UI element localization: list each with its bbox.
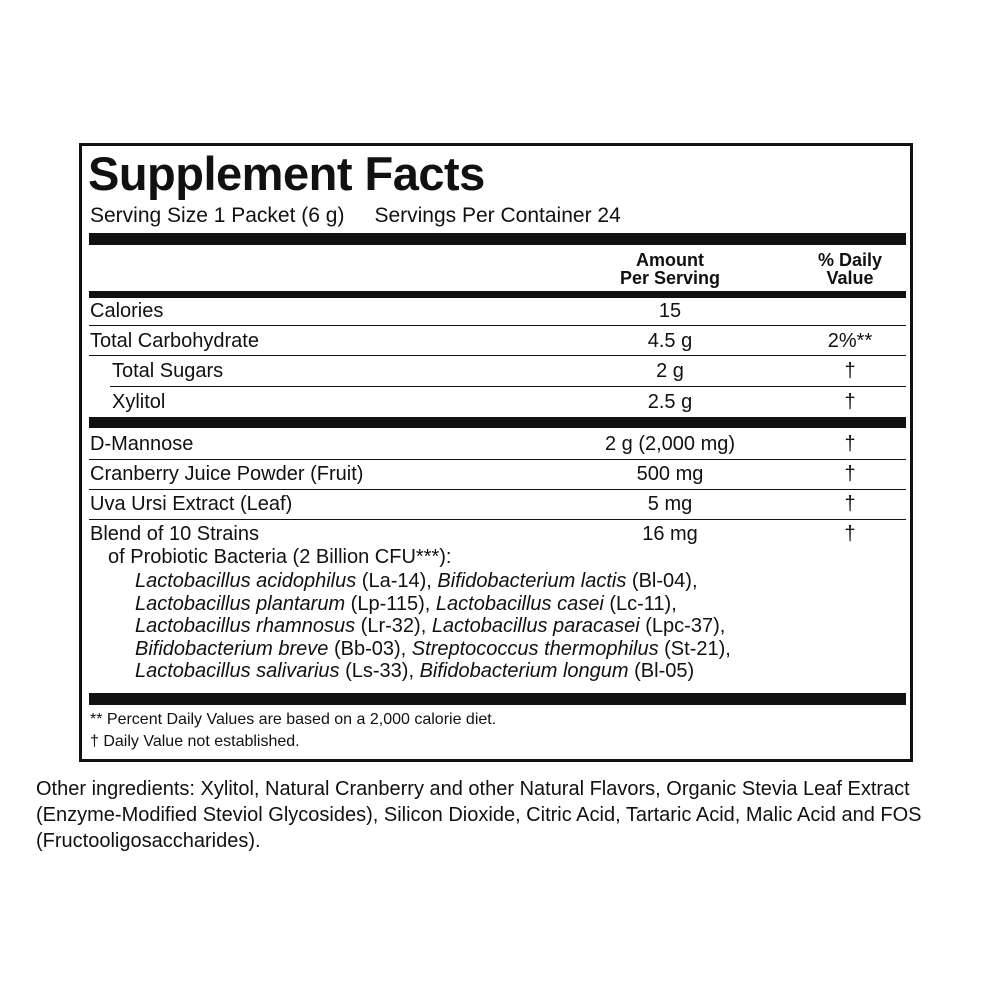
row-amount: 500 mg <box>636 463 704 485</box>
strain-species: Streptococcus thermophilus <box>411 637 659 660</box>
strain-code: (Ls-33), <box>339 660 420 682</box>
row-name: Cranberry Juice Powder (Fruit) <box>90 463 364 485</box>
row-daily-value: † <box>844 391 856 413</box>
servings-per-container: Servings Per Container 24 <box>374 204 621 227</box>
strain-species: Lactobacillus acidophilus <box>135 570 357 592</box>
row-name: D-Mannose <box>90 433 194 455</box>
strain-species: Lactobacillus casei <box>435 592 604 615</box>
row-daily-value: † <box>844 360 856 382</box>
table-row <box>0 390 1000 420</box>
row-name: Uva Ursi Extract (Leaf) <box>90 493 293 515</box>
row-amount: 5 mg <box>647 493 693 515</box>
row-amount: 4.5 g <box>647 330 693 352</box>
probiotic-strain-list <box>135 570 731 683</box>
serving-info <box>90 203 621 229</box>
panel-title: Supplement Facts <box>88 147 485 200</box>
serving-size: Serving Size 1 Packet (6 g) <box>90 204 345 227</box>
table-row <box>0 462 1000 492</box>
strain-species: Bifidobacterium breve <box>135 637 329 660</box>
strain-species: Lactobacillus salivarius <box>135 660 340 682</box>
row-divider <box>110 386 906 387</box>
blend-subtitle: of Probiotic Bacteria (2 Billion CFU***): <box>108 546 452 568</box>
daily-value-header-line2: Value <box>826 268 874 288</box>
bottom-thick-bar <box>89 693 906 705</box>
row-amount: 2 g (2,000 mg) <box>604 433 736 455</box>
header-bar <box>89 291 906 298</box>
amount-header-line2: Per Serving <box>619 268 721 288</box>
row-name: Total Sugars <box>112 360 224 382</box>
row-divider <box>89 355 906 356</box>
strain-code: (St-21), <box>658 637 731 660</box>
row-name: Blend of 10 Strains <box>90 523 259 545</box>
percent-dv-footnote: ** Percent Daily Values are based on a 2,000 calorie diet. <box>90 711 497 728</box>
row-daily-value: † <box>844 433 856 455</box>
strain-species: Lactobacillus paracasei <box>431 615 640 637</box>
strain-code: (Lr-32), <box>355 615 432 637</box>
row-daily-value: † <box>844 523 856 545</box>
strain-species: Bifidobacterium lactis <box>437 570 627 592</box>
table-row <box>0 492 1000 522</box>
strain-code: (Bl-05) <box>628 660 695 682</box>
daily-value-header <box>800 251 900 287</box>
row-daily-value: 2%** <box>827 330 873 352</box>
other-ingredients: Other ingredients: Xylitol, Natural Cranberry and other Natural Flavors, Organic Stevia Leaf Extract (Enzyme-Modified Steviol Glycosides), Silicon Dioxide, Citric Acid, Tartaric Acid, Malic Acid and FOS (Fructooligosaccharides). <box>36 778 922 852</box>
table-row <box>0 432 1000 462</box>
row-amount: 2 g <box>656 360 684 382</box>
row-daily-value: † <box>844 493 856 515</box>
row-name: Calories <box>90 300 164 322</box>
dagger-footnote: † Daily Value not established. <box>90 733 300 750</box>
row-name: Total Carbohydrate <box>90 330 259 352</box>
row-amount: 15 <box>658 300 682 322</box>
table-row <box>0 359 1000 389</box>
row-daily-value: † <box>844 463 856 485</box>
strain-line <box>135 638 731 661</box>
row-name: Xylitol <box>112 391 166 413</box>
top-thick-bar <box>89 233 906 245</box>
amount-header-line1: Amount <box>636 250 704 270</box>
strain-line <box>135 593 731 616</box>
strain-line <box>135 570 731 593</box>
middle-thick-bar <box>89 417 906 428</box>
daily-value-header-line1: % Daily <box>817 250 883 270</box>
strain-code: (Lc-11), <box>603 592 677 615</box>
row-divider <box>89 325 906 326</box>
strain-species: Lactobacillus rhamnosus <box>135 615 356 637</box>
strain-species: Lactobacillus plantarum <box>135 592 346 615</box>
row-divider <box>89 519 906 520</box>
row-divider <box>89 489 906 490</box>
strain-line <box>135 660 731 683</box>
strain-line <box>135 615 731 638</box>
row-amount: 16 mg <box>642 523 698 545</box>
row-divider <box>89 459 906 460</box>
strain-species: Bifidobacterium longum <box>419 660 629 682</box>
strain-code: (Bl-04), <box>626 570 698 592</box>
strain-code: (La-14), <box>356 570 438 592</box>
amount-header <box>580 251 760 287</box>
row-amount: 2.5 g <box>647 391 693 413</box>
strain-code: (Bb-03), <box>328 637 412 660</box>
strain-code: (Lpc-37), <box>639 615 726 637</box>
strain-code: (Lp-115), <box>345 592 436 615</box>
